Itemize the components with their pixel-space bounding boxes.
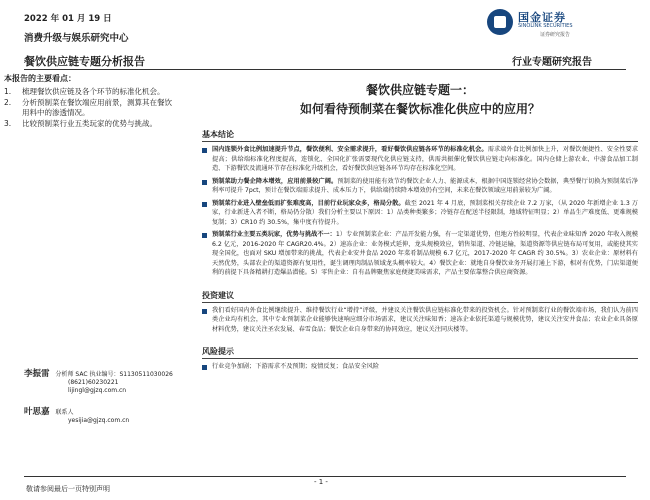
- analyst-phone: (8621)60230221: [68, 379, 119, 386]
- highlight-number: 1.: [4, 87, 12, 96]
- page-number: - 1 -: [314, 478, 328, 486]
- conclusion-paragraph: [202, 230, 638, 278]
- paragraph-body: 1）专业预制菜企业：产品开发能力强，有一定渠道优势，但地方性较明显，代表企业味知香 2020 年收入规模 6.2 亿元，2016-2020 年 CAGR20.4%。2）速冻企业：业务模式延伸，龙头规模效应，销售渠道、冷链运输，渠道资源等供应链布局可复用，或能使其实现全国化，也面对 SKU 增加带来的挑战，代表企业安井食品 2020 年菜肴制品规模 6.7 亿元，2017-2020 年 CAGR 约 30.5%。3）农业企业：原材料有天然优势，头部农企的渠道资源有复用性，诞生调理肉制品领域龙头概率较大。4）餐饮企业：就地自身餐饮业务开展打通上下游，相对有优势，门店渠道便利的前提下具备精耕打造爆品潜能。5）零售企业：自有品牌聚焦家庭便捷美味需求，产品主要依靠整合供应商资源。: [212, 231, 638, 276]
- highlight-text: 分析预制菜在餐饮端应用前景，测算其在餐饮用料中的渗透情况。: [22, 97, 172, 117]
- highlight-item: [0, 98, 172, 119]
- conclusion-paragraph: [202, 199, 638, 228]
- logo-name-cn: 国金证券: [518, 11, 566, 24]
- header-divider: [24, 69, 626, 70]
- paragraph-body: 预制菜的使用能有效节约餐饮企业人力、能源成本，根据中国连锁经营协会数据，典型餐厅切换为预制菜后净利率可提升 7pct，预计在餐饮端需求提升、成本压力下，供给端持续降本增效仍有空间，未来在餐饮领域应用前景较为广阔。: [212, 177, 639, 194]
- bullet-square-icon: [202, 309, 207, 314]
- paragraph-body: 行业竞争加剧；下游需求不及预期；疫情反复；食品安全风险: [212, 363, 380, 370]
- paragraph-lead: 预制菜助力餐企降本增效，应用前景较广阔。: [212, 177, 338, 185]
- footer-divider: [24, 476, 626, 477]
- main-content: [202, 73, 638, 372]
- contact-role: 联系人: [55, 409, 74, 416]
- highlight-item: [0, 119, 172, 130]
- department-name: 消费升级与娱乐研究中心: [24, 33, 129, 44]
- logo-subtitle: 证券研究报告: [540, 32, 571, 38]
- highlights-title: 本报告的主要看点：: [4, 74, 76, 83]
- conclusion-paragraph: [202, 145, 638, 174]
- paragraph-lead: 预制菜行业进入壁垒低而扩张难度高，目前行业玩家众多，格局分散。: [212, 199, 405, 207]
- contact-name: 叶思嘉: [24, 407, 50, 417]
- bullet-square-icon: [202, 148, 207, 153]
- bullet-square-icon: [202, 233, 207, 238]
- logo-name-en: SINOLINK SECURITIES: [518, 23, 573, 29]
- investment-paragraph: [202, 306, 638, 335]
- paragraph-body: 我们看好国内外食比例继续提升、维持餐饮行业“增持”评级，并建议关注餐饮供应链标准化带来的投资机会。针对预制菜行业的餐饮端市场，我们认为前四类企业均有机会，其中专业预制菜企业能够快速响应细分市场需求，建议关注味知香；速冻企业依托渠道与规模优势，建议关注安井食品；农业企业具备原材料优势，建议关注圣农发展、春雪食品；餐饮企业自身带来的协同效应，建议关注同庆楼等。: [212, 306, 638, 333]
- contact-block: [24, 408, 129, 425]
- paragraph-body: 需求端外食比例加快上升，对餐饮便捷性、安全性要求提高；供给端标准化程度提高，连锁化、全国化扩张需要现代化供应链支持，供需共振催化餐饮供应链走向标准化。国内仓储上游农业、中游食品加工制造、下游餐饮及流通环节存在标准化升级机会，看好餐饮供应链各环节均存在标准化空间。: [212, 146, 639, 172]
- section-risk: 风险提示: [202, 346, 638, 359]
- paragraph-body: 截至 2021 年 4 月底，预制菜相关存续企业 7.2 万家，（从 2020 年新增企业 1.3 万家，行业新进入者不断，格局仍分散）我们分析主要以下原因：1）品类种类繁多；冷链存在配送半径限制，地域特征明显；2）单品生产难度低、更难规模复制；3）CR10 约 30.5%，集中度有待提升。: [212, 199, 638, 226]
- analyst-name: 李振雷: [24, 369, 50, 379]
- contact-email: yesijia@gjzq.com.cn: [68, 417, 130, 424]
- bullet-square-icon: [202, 365, 207, 370]
- conclusion-paragraph: [202, 177, 638, 196]
- logo-mark-icon: [487, 9, 513, 35]
- highlight-number: 2.: [4, 97, 12, 107]
- article-title-line1: 餐饮供应链专题一：: [365, 83, 474, 97]
- analyst-block: [24, 370, 173, 395]
- analyst-credential: 分析师 SAC 执业编号：S1130511030026: [55, 371, 173, 378]
- report-type: 行业专题研究报告: [512, 57, 592, 68]
- bullet-square-icon: [202, 202, 207, 207]
- report-title: 餐饮供应链专题分析报告: [24, 55, 145, 68]
- paragraph-lead: 预制菜行业主要五类玩家，优势与挑战不一：: [212, 231, 336, 238]
- bullet-square-icon: [202, 180, 207, 185]
- article-title-line2: 如何看待预制菜在餐饮标准化供应中的应用？: [299, 102, 540, 116]
- analyst-email: lijingl@gjzq.com.cn: [68, 387, 127, 394]
- highlight-text: 梳理餐饮供应链及各个环节的标准化机会。: [22, 87, 165, 96]
- section-investment-advice: 投资建议: [202, 290, 638, 303]
- footer-disclaimer: 敬请参阅最后一页特别声明: [26, 485, 110, 493]
- highlight-item: [0, 87, 172, 98]
- risk-paragraph: [202, 362, 638, 372]
- paragraph-lead: 国内连锁外食比例加速提升节点，餐饮便利、安全需求提升，看好餐饮供应链各环节的标准化机会。: [212, 146, 488, 153]
- highlight-number: 3.: [4, 118, 12, 128]
- section-basic-conclusions: 基本结论: [202, 129, 638, 142]
- highlight-text: 比较预制菜行业五类玩家的优势与挑战。: [22, 118, 157, 128]
- report-date: 2022 年 01 月 19 日: [24, 14, 112, 24]
- company-logo: [487, 9, 597, 41]
